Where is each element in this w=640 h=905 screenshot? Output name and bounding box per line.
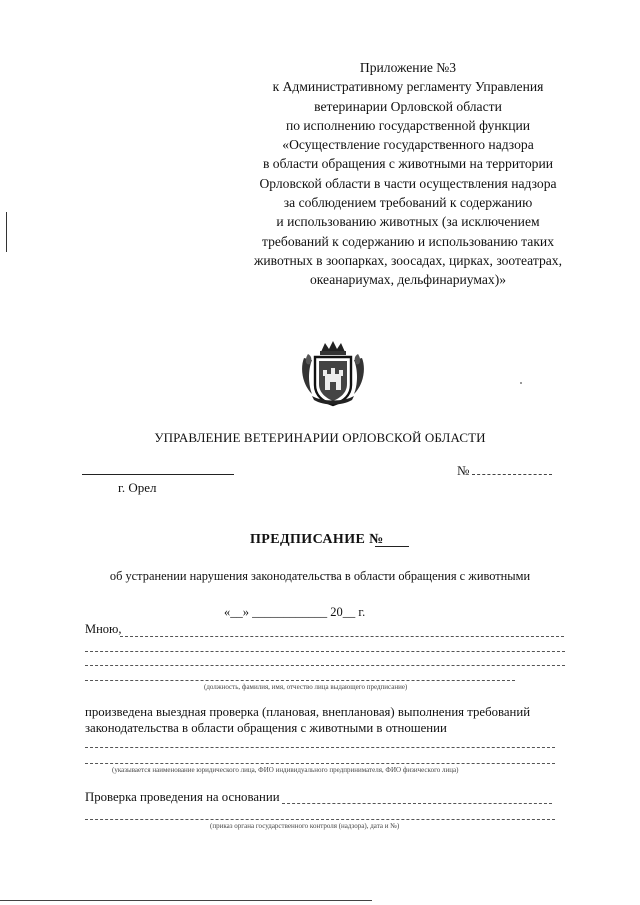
inspected-entity-blank-line[interactable]: [85, 747, 555, 748]
document-subtitle: об устранении нарушения законодательства в области обращения с животными: [109, 569, 531, 583]
appendix-block: [232, 58, 584, 290]
appendix-line: по исполнению государственной функции: [285, 117, 531, 133]
appendix-line: Приложение №3: [359, 60, 457, 75]
appendix-line: ветеринарии Орловской области: [314, 98, 502, 114]
basis-blank-line[interactable]: [282, 803, 552, 804]
inspector-caption: (должность, фамилия, имя, отчество лица выдающего предписание): [204, 683, 408, 691]
appendix-line: требований к содержанию и использованию таких: [262, 233, 554, 249]
appendix-line: «Осуществление государственного надзора: [282, 137, 534, 153]
basis-caption: (приказ органа государственного контроля (надзора), дата и №): [210, 822, 400, 830]
number-blank-line[interactable]: [472, 474, 552, 475]
document-number-blank[interactable]: [375, 546, 409, 547]
footer-rule: [0, 900, 372, 901]
inspected-entity-caption: (указывается наименование юридического лица, ФИО индивидуального предпринимателя, ФИО физического лица): [112, 766, 459, 774]
document-title: ПРЕДПИСАНИЕ №: [250, 532, 384, 547]
basis-label: Проверка проведения на основании: [85, 790, 280, 804]
scan-dot: [520, 382, 522, 384]
margin-mark: [6, 212, 7, 252]
appendix-line: Орловской области в части осуществления надзора: [259, 175, 557, 191]
organization-name: УПРАВЛЕНИЕ ВЕТЕРИНАРИИ ОРЛОВСКОЙ ОБЛАСТИ: [154, 430, 486, 445]
city-label: г. Орел: [118, 480, 157, 495]
number-label: №: [457, 463, 470, 478]
inspector-blank-line[interactable]: [85, 651, 565, 652]
date-blank-line[interactable]: [82, 474, 234, 475]
document-date-row: «__» ____________ 20__ г.: [224, 605, 366, 619]
inspector-blank-line[interactable]: [85, 665, 565, 666]
inspector-label: Мною,: [85, 622, 122, 636]
appendix-line: к Административному регламенту Управления: [272, 79, 544, 95]
appendix-line: за соблюдением требований к содержанию: [283, 195, 533, 211]
inspection-text: произведена выездная проверка (плановая, внеплановая) выполнения требований законодательства в области обращения с животными в отношении: [85, 705, 531, 735]
inspector-blank-line[interactable]: [120, 636, 564, 637]
appendix-line: и использованию животных (за исключением: [276, 214, 540, 230]
basis-blank-line[interactable]: [85, 819, 555, 820]
coat-of-arms-emblem: [298, 340, 368, 408]
appendix-line: животных в зоопарках, зоосадах, цирках, зоотеатрах,: [253, 252, 563, 268]
inspected-entity-blank-line[interactable]: [85, 763, 555, 764]
appendix-line: океанариумах, дельфинариумах)»: [309, 272, 507, 288]
inspector-blank-line[interactable]: [85, 680, 515, 681]
appendix-line: в области обращения с животными на территории: [262, 156, 554, 172]
